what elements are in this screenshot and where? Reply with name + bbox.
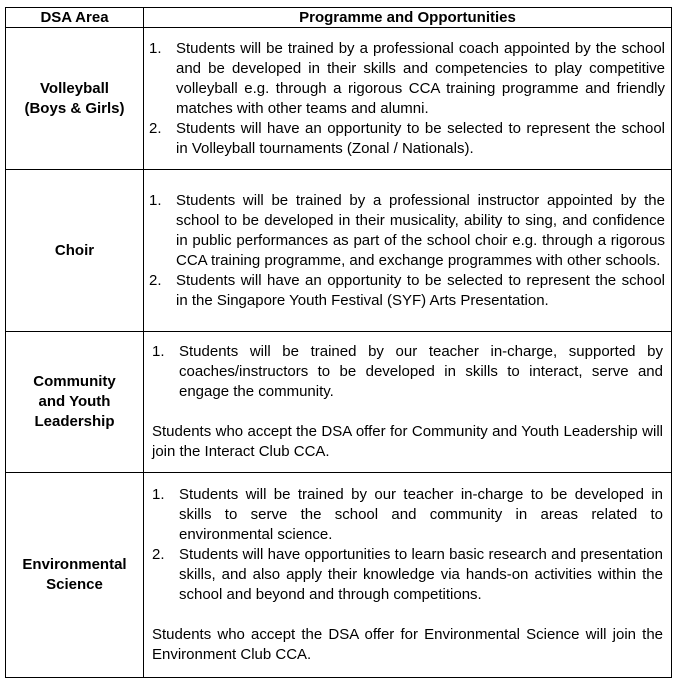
area-name-line: Choir bbox=[54, 241, 95, 259]
list-number: 2. bbox=[149, 271, 162, 289]
area-name-line: (Boys & Girls) bbox=[24, 99, 125, 117]
programme-cell bbox=[144, 332, 672, 473]
list-item-text: Students will have an opportunity to be selected to represent the school in the Singapore Youth Festival (SYF) Arts Presentation. bbox=[176, 271, 665, 309]
area-name-line: Science bbox=[46, 576, 103, 593]
area-name-line: Volleyball bbox=[40, 79, 109, 97]
list-number: 2. bbox=[152, 546, 165, 563]
list-number: 1. bbox=[152, 343, 165, 360]
dsa-area-cell bbox=[6, 332, 144, 473]
dsa-table bbox=[5, 7, 672, 678]
list-item bbox=[152, 342, 663, 402]
area-name-line: Community bbox=[33, 373, 116, 390]
list-item bbox=[152, 545, 663, 605]
list-item-text: Students will be trained by our teacher in-charge, supported by coaches/instructors to be developed in skills to interact, serve and engage the community. bbox=[179, 343, 663, 400]
table-header-row bbox=[6, 8, 672, 28]
cca-note: Students who accept the DSA offer for Community and Youth Leadership will join the Interact Club CCA. bbox=[152, 423, 663, 460]
list-number: 1. bbox=[149, 39, 162, 57]
programme-list bbox=[152, 485, 663, 605]
dsa-area-cell bbox=[6, 473, 144, 678]
programme-cell bbox=[144, 170, 672, 332]
list-item-text: Students will be trained by our teacher in-charge to be developed in skills to serve the school and community in areas related to environmental science. bbox=[179, 486, 663, 543]
programme-cell bbox=[144, 28, 672, 170]
header-dsa-area: DSA Area bbox=[6, 8, 144, 28]
list-item bbox=[149, 119, 665, 159]
list-item-text: Students will have an opportunity to be selected to represent the school in Volleyball tournaments (Zonal / Nationals). bbox=[176, 119, 665, 157]
list-item-text: Students will be trained by a professional instructor appointed by the school to be developed in their musicality, ability to sing, and confidence in public performances as part of the school choir e.g. through a rigorous CCA training programme, and exchange programmes with other schools. bbox=[176, 191, 665, 269]
list-number: 2. bbox=[149, 119, 162, 137]
area-name-line: Environmental bbox=[22, 556, 127, 573]
table-row bbox=[6, 473, 672, 678]
area-name-line: and Youth bbox=[38, 393, 111, 410]
list-item-text: Students will be trained by a professional coach appointed by the school and be developed in their skills and competencies to play competitive volleyball e.g. through a rigorous CCA training programme and friendly matches with other teams and alumni. bbox=[176, 39, 665, 117]
list-item bbox=[152, 485, 663, 545]
list-number: 1. bbox=[152, 486, 165, 503]
list-item bbox=[149, 271, 665, 311]
programme-list bbox=[149, 191, 665, 311]
programme-list bbox=[149, 39, 665, 159]
dsa-area-cell bbox=[6, 170, 144, 332]
dsa-area-cell bbox=[6, 28, 144, 170]
table-row bbox=[6, 28, 672, 170]
table-row bbox=[6, 170, 672, 332]
table-row bbox=[6, 332, 672, 473]
area-name-line: Leadership bbox=[34, 413, 115, 430]
list-item bbox=[149, 191, 665, 271]
header-programme: Programme and Opportunities bbox=[144, 8, 672, 28]
list-number: 1. bbox=[149, 191, 162, 209]
programme-cell bbox=[144, 473, 672, 678]
cca-note: Students who accept the DSA offer for Environmental Science will join the Environment Club CCA. bbox=[152, 626, 663, 663]
list-item bbox=[149, 39, 665, 119]
programme-list bbox=[152, 342, 663, 402]
list-item-text: Students will have opportunities to learn basic research and presentation skills, and also apply their knowledge via hands-on activities within the school and beyond and through competitions. bbox=[179, 546, 663, 603]
